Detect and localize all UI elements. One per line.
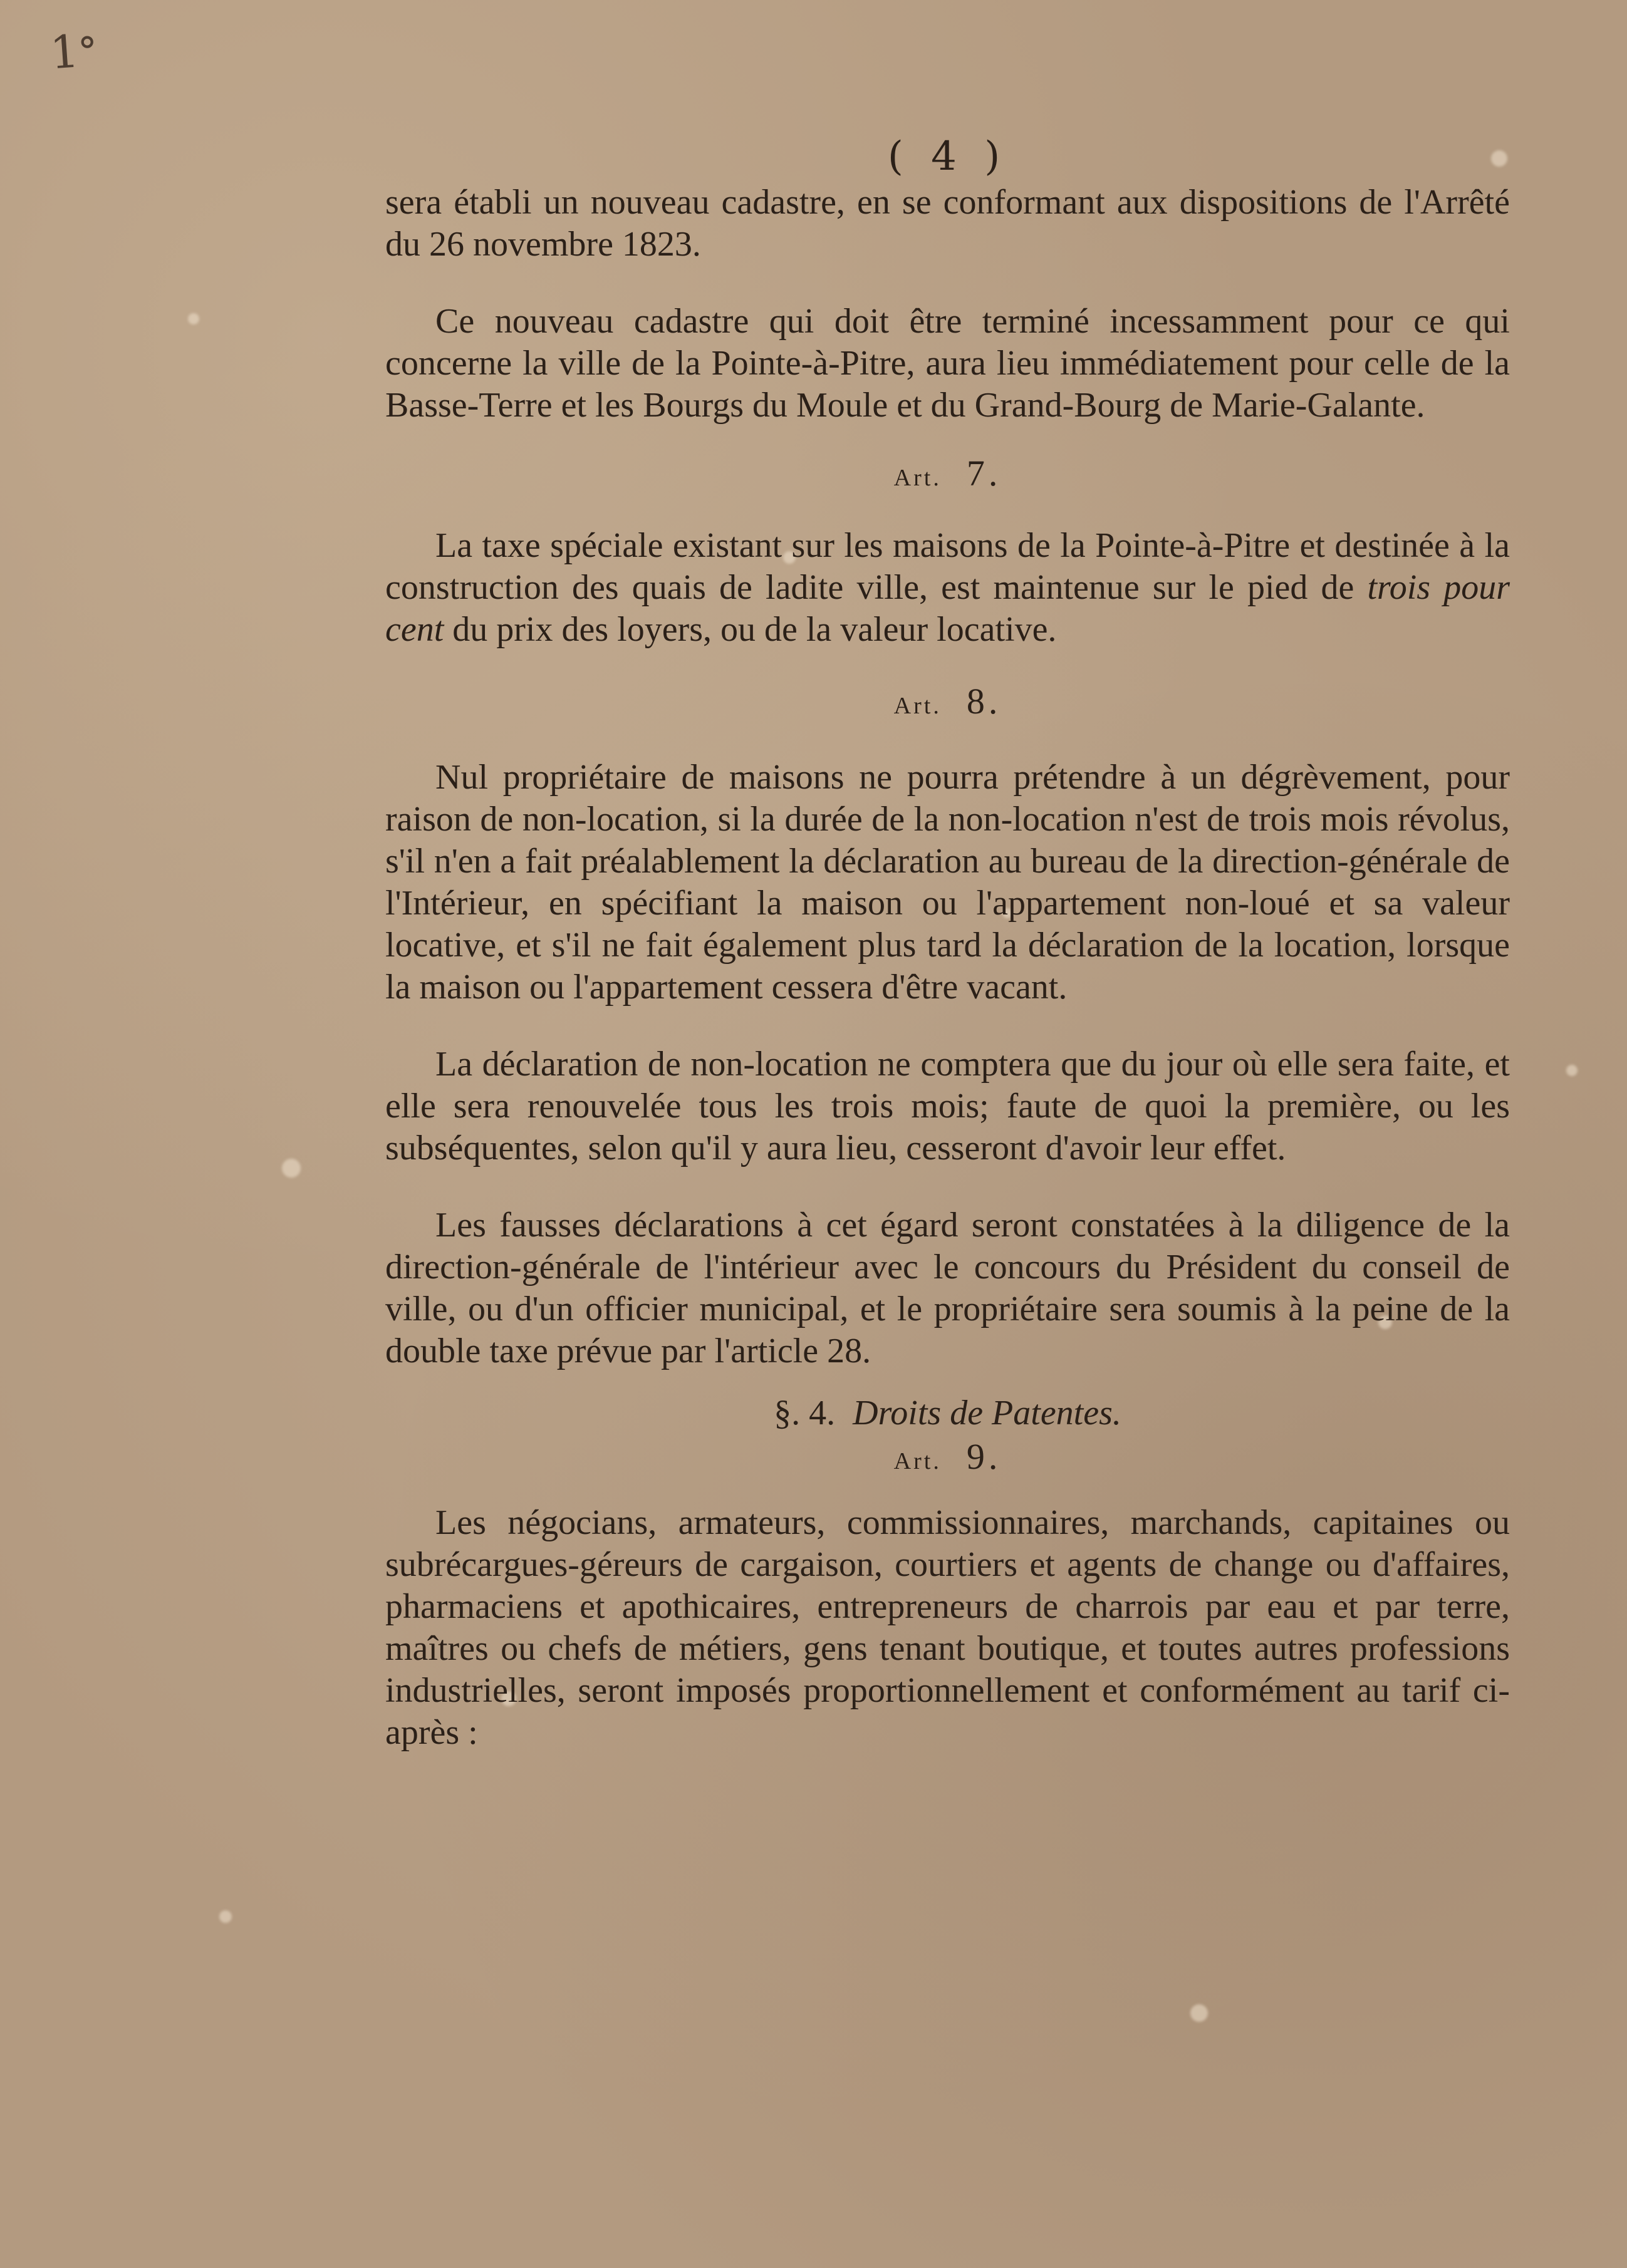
article-7-heading bbox=[385, 452, 1510, 500]
article-number: 8. bbox=[966, 681, 1002, 722]
article-7-text bbox=[385, 525, 1510, 651]
article-7-text-part: du prix des loyers, ou de la valeur locative. bbox=[444, 610, 1057, 649]
article-8-paragraph-1: Nul propriétaire de maisons ne pourra prétendre à un dégrèvement, pour raison de non-location, si la durée de la non-location n'est de trois mois révolus, s'il n'en a fait préalablement la déclaration au bureau de la direction-générale de l'Intérieur, en spécifiant la maison ou l'appartement non-loué et sa valeur locative, et s'il ne fait également plus tard la déclaration de la location, lorsque la maison ou l'appartement cessera d'être vacant. bbox=[385, 758, 1510, 1007]
article-label: Art. bbox=[893, 465, 942, 491]
article-9-heading bbox=[385, 1435, 1510, 1483]
section-title: Droits de Patentes. bbox=[853, 1394, 1121, 1432]
article-number: 7. bbox=[966, 453, 1002, 494]
intro-paragraph-2: Ce nouveau cadastre qui doit être terminé incessamment pour ce qui concerne la ville de la Pointe-à-Pitre, aura lieu immédiatement pour celle de la Basse-Terre et les Bourgs du Moule et du Grand-Bourg de Marie-Galante. bbox=[385, 302, 1510, 425]
handwritten-corner-mark: 1ᐤ bbox=[48, 23, 98, 80]
article-8-paragraph-2: La déclaration de non-location ne comptera que du jour où elle sera faite, et elle sera renouvelée tous les trois mois; faute de quoi la première, ou les subséquentes, selon qu'il y aura lieu, cesseront d'avoir leur effet. bbox=[385, 1045, 1510, 1168]
article-7-text-part: La taxe spéciale existant sur les maisons de la Pointe-à-Pitre et destinée à la construction des quais de ladite ville, est maintenue sur le pied de bbox=[385, 526, 1510, 607]
section-symbol: §. 4. bbox=[774, 1394, 836, 1432]
page-body bbox=[385, 132, 1510, 1754]
intro-paragraph-1: sera établi un nouveau cadastre, en se conformant aux dispositions de l'Arrêté du 26 novembre 1823. bbox=[385, 183, 1510, 264]
article-8-heading bbox=[385, 680, 1510, 728]
article-8-paragraph-3: Les fausses déclarations à cet égard seront constatées à la diligence de la direction-générale de l'intérieur avec le concours du Président du conseil de ville, ou d'un officier municipal, et le propriétaire sera soumis à la peine de la double taxe prévue par l'article 28. bbox=[385, 1206, 1510, 1370]
section-4-heading bbox=[385, 1391, 1510, 1435]
article-9-text: Les négocians, armateurs, commissionnaires, marchands, capitaines ou subrécargues-géreurs de cargaison, courtiers et agents de change ou d'affaires, pharmaciens et apothicaires, entrepreneurs de charrois par eau et par terre, maîtres ou chefs de métiers, gens tenant boutique, et toutes autres professions industrielles, seront imposés proportionnellement et conformément au tarif ci-après : bbox=[385, 1503, 1510, 1752]
article-label: Art. bbox=[893, 1448, 942, 1474]
article-7-emphasis: trois pour cent bbox=[385, 568, 1510, 649]
page-number: ( 4 ) bbox=[887, 133, 1008, 180]
article-label: Art. bbox=[893, 693, 942, 719]
article-number: 9. bbox=[966, 1436, 1002, 1477]
